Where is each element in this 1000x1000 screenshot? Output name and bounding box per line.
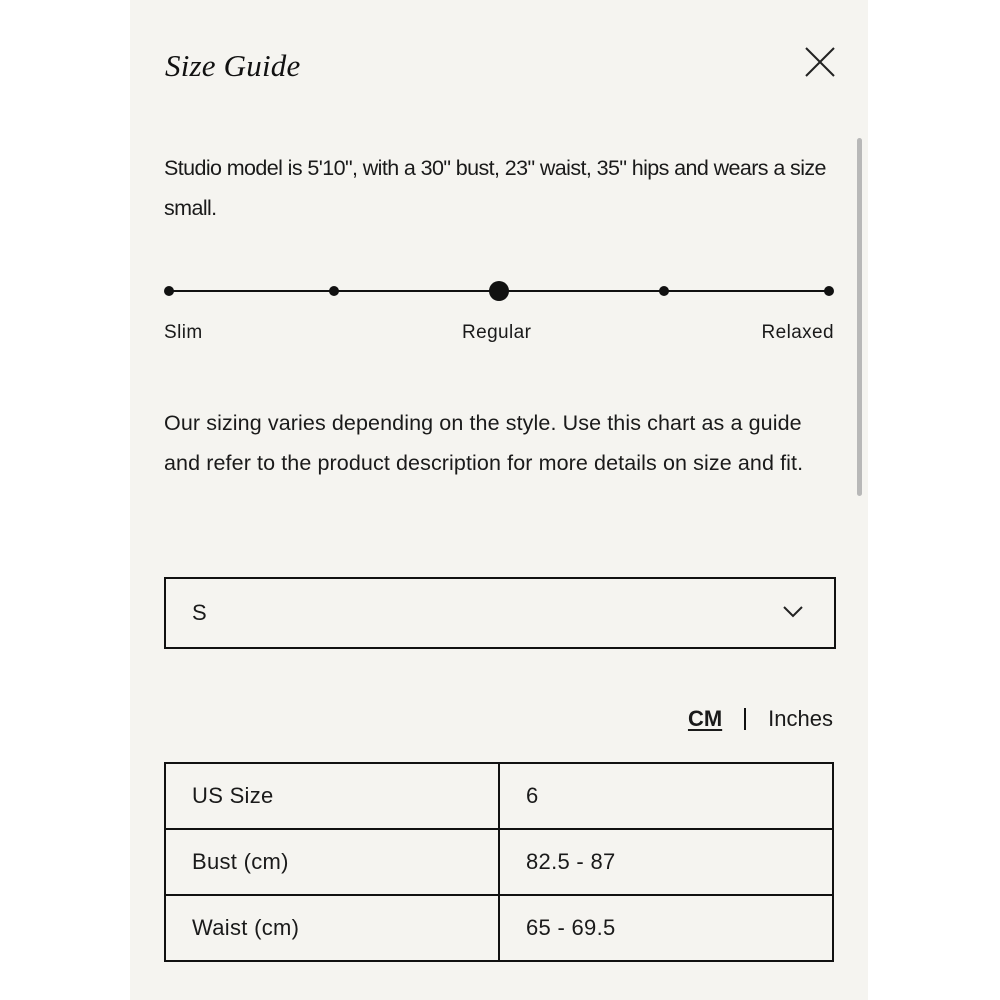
- table-row-label: US Size: [165, 763, 499, 829]
- fit-scale: [164, 276, 834, 356]
- fit-scale-dot-4[interactable]: [659, 286, 669, 296]
- table-row-label: Bust (cm): [165, 829, 499, 895]
- table-row-value: 6: [499, 763, 833, 829]
- fit-label-relaxed: Relaxed: [761, 322, 834, 343]
- table-row-label: Waist (cm): [165, 895, 499, 961]
- close-icon: [804, 46, 836, 78]
- fit-scale-dot-5[interactable]: [824, 286, 834, 296]
- size-select-value: S: [192, 600, 207, 625]
- unit-toggle: [688, 706, 833, 732]
- size-guide-modal: [130, 0, 868, 1000]
- table-row-value: 65 - 69.5: [499, 895, 833, 961]
- fit-label-slim: Slim: [164, 322, 203, 343]
- fit-scale-dot-selected[interactable]: [489, 281, 509, 301]
- unit-cm-button[interactable]: CM: [687, 706, 723, 731]
- table-row: [165, 763, 833, 829]
- scrollbar[interactable]: [857, 138, 862, 498]
- scrollbar-thumb[interactable]: [857, 138, 862, 496]
- modal-title: Size Guide: [165, 48, 301, 83]
- chevron-down-icon: [782, 605, 804, 624]
- close-button[interactable]: [804, 46, 836, 78]
- table-row: [165, 829, 833, 895]
- table-row: [165, 895, 833, 961]
- fit-label-regular: Regular: [462, 322, 532, 343]
- size-select[interactable]: [164, 577, 836, 649]
- model-info-text: Studio model is 5'10", with a 30" bust, 23" waist, 35" hips and wears a size small.: [164, 156, 826, 220]
- size-table: [164, 762, 834, 962]
- fit-scale-dot-2[interactable]: [329, 286, 339, 296]
- fit-scale-dot-1[interactable]: [164, 286, 174, 296]
- unit-inches-button[interactable]: Inches: [768, 706, 833, 731]
- sizing-note-text: Our sizing varies depending on the style. Use this chart as a guide and refer to the product description for more details on size and fit.: [164, 411, 804, 475]
- table-row-value: 82.5 - 87: [499, 829, 833, 895]
- unit-divider: [744, 708, 746, 730]
